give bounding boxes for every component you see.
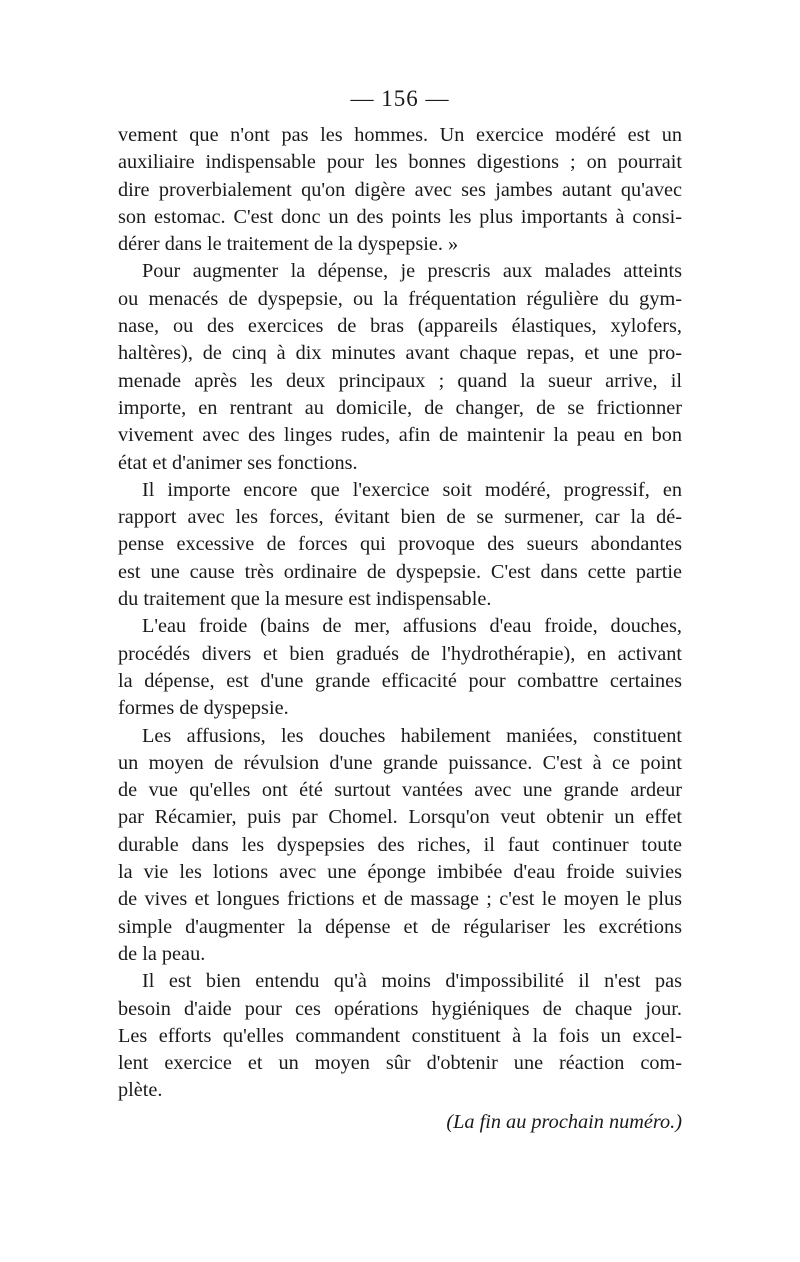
paragraph xyxy=(118,613,682,722)
text-line: besoin d'aide pour ces opérations hygiéniques de chaque jour. xyxy=(118,997,682,1020)
closing-note: (La fin au prochain numéro.) xyxy=(446,1110,682,1133)
text-line: la vie les lotions avec une éponge imbibée d'eau froide suivies xyxy=(118,861,682,884)
text-line: importe, en rentrant au domicile, de changer, de se frictionner xyxy=(118,396,682,419)
text-line: Les efforts qu'elles commandent constituent à la fois un excel- xyxy=(118,1024,682,1047)
text-line: par Récamier, puis par Chomel. Lorsqu'on veut obtenir un effet xyxy=(118,806,682,829)
text-line: de vives et longues frictions et de massage ; c'est le moyen le plus xyxy=(118,888,682,911)
document-page xyxy=(118,84,682,1136)
text-line: formes de dyspepsie. xyxy=(118,697,289,720)
text-line: dire proverbialement qu'on digère avec ses jambes autant qu'avec xyxy=(118,178,682,201)
text-line: de la peau. xyxy=(118,942,206,965)
text-line: du traitement que la mesure est indispensable. xyxy=(118,588,492,611)
body-text xyxy=(118,122,682,1105)
text-line: simple d'augmenter la dépense et de régulariser les excrétions xyxy=(118,915,682,938)
text-line: L'eau froide (bains de mer, affusions d'eau froide, douches, xyxy=(142,615,682,638)
text-line: haltères), de cinq à dix minutes avant chaque repas, et une pro- xyxy=(118,342,682,365)
text-line: menade après les deux principaux ; quand la sueur arrive, il xyxy=(118,369,682,392)
text-line: Il importe encore que l'exercice soit modéré, progressif, en xyxy=(142,478,682,501)
text-line: de vue qu'elles ont été surtout vantées avec une grande ardeur xyxy=(118,779,682,802)
text-line: Il est bien entendu qu'à moins d'impossibilité il n'est pas xyxy=(142,970,682,993)
text-line: est une cause très ordinaire de dyspepsie. C'est dans cette partie xyxy=(118,560,682,583)
text-line: dérer dans le traitement de la dyspepsie. » xyxy=(118,233,459,256)
text-line: état et d'animer ses fonctions. xyxy=(118,451,358,474)
text-line: Pour augmenter la dépense, je prescris aux malades atteints xyxy=(142,260,682,283)
paragraph xyxy=(118,477,682,613)
text-line: pense excessive de forces qui provoque des sueurs abondantes xyxy=(118,533,682,556)
text-line: son estomac. C'est donc un des points les plus importants à consi- xyxy=(118,205,682,228)
text-line: nase, ou des exercices de bras (appareils élastiques, xylofers, xyxy=(118,315,682,338)
text-line: plète. xyxy=(118,1079,163,1102)
text-line: Les affusions, les douches habilement maniées, constituent xyxy=(142,724,682,747)
text-line: ou menacés de dyspepsie, ou la fréquentation régulière du gym- xyxy=(118,287,682,310)
text-line: vement que n'ont pas les hommes. Un exercice modéré est un xyxy=(118,124,682,146)
text-line: rapport avec les forces, évitant bien de se surmener, car la dé- xyxy=(118,506,682,529)
paragraph xyxy=(118,968,682,1104)
paragraph xyxy=(118,258,682,476)
paragraph xyxy=(118,723,682,969)
text-line: durable dans les dyspepsies des riches, il faut continuer toute xyxy=(118,833,682,856)
text-line: auxiliaire indispensable pour les bonnes digestions ; on pourrait xyxy=(118,151,682,174)
text-line: la dépense, est d'une grande efficacité pour combattre certaines xyxy=(118,669,682,692)
text-line: lent exercice et un moyen sûr d'obtenir une réaction com- xyxy=(118,1052,682,1075)
page-number: — 156 — xyxy=(350,86,450,111)
text-line: vivement avec des linges rudes, afin de maintenir la peau en bon xyxy=(118,424,682,447)
text-line: un moyen de révulsion d'une grande puissance. C'est à ce point xyxy=(118,751,682,774)
text-line: procédés divers et bien gradués de l'hydrothérapie), en activant xyxy=(118,642,682,665)
paragraph xyxy=(118,122,682,258)
